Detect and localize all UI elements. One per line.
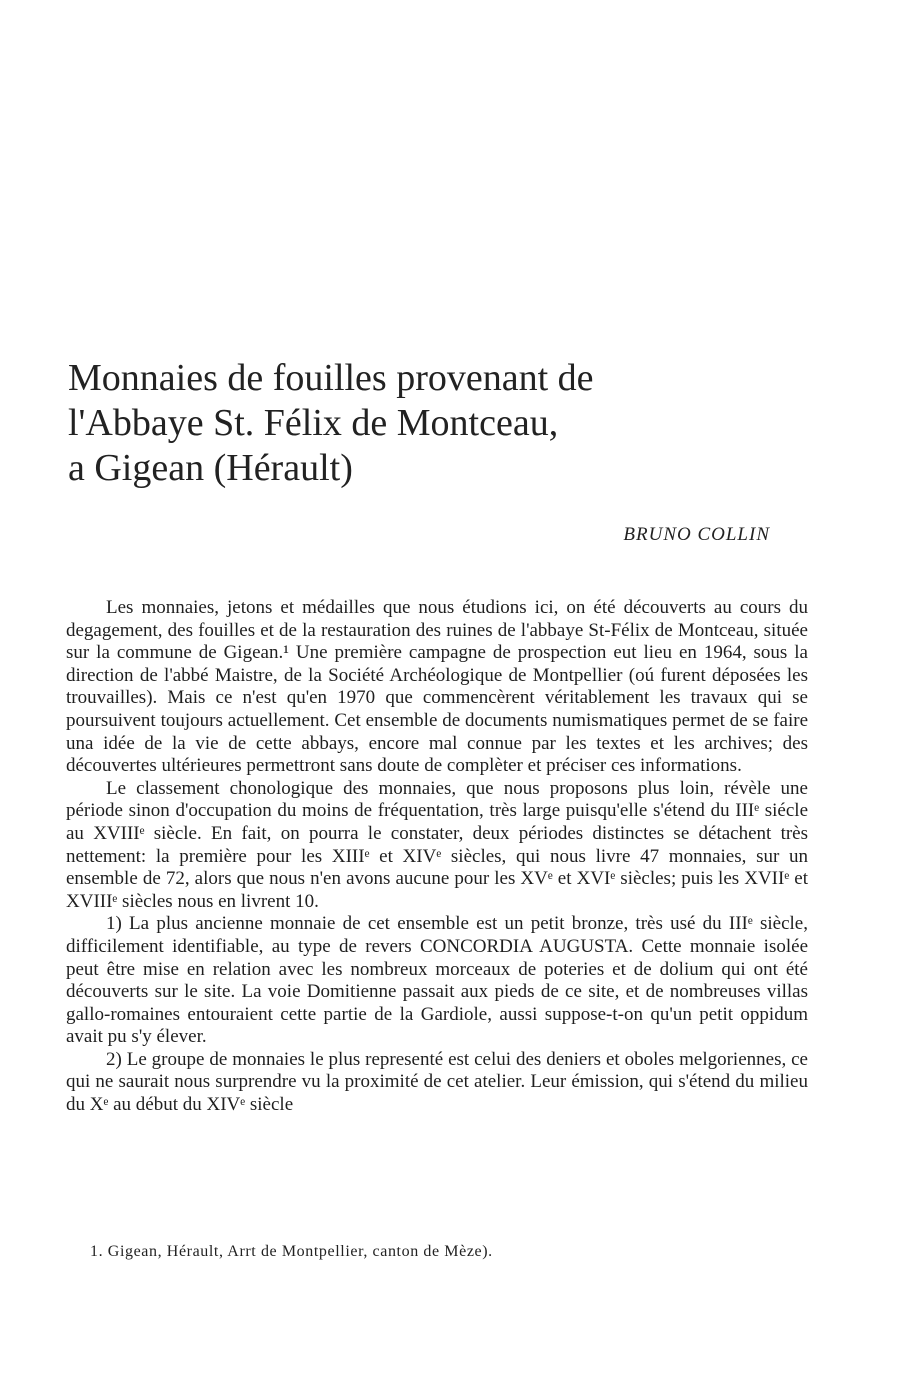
title-line: a Gigean (Hérault)	[68, 447, 353, 489]
title-line: Monnaies de fouilles provenant de	[68, 357, 594, 399]
article-body	[66, 597, 808, 1117]
paragraph: 1) La plus ancienne monnaie de cet ensemble est un petit bronze, très usé du IIIᵉ siècle, difficilement identifiable, au type de revers CONCORDIA AUGUSTA. Cette monnaie isolée peut être mise en relation avec les nombreux morceaux de poteries et de dolium qui ont été découverts sur le site. La voie Domitienne passait aux pieds de ce site, et de nombreuses villas gallo-romaines entouraient cette partie de la Gardiole, aussi suppose-t-on qu'un petit oppidum avait pu s'y élever.	[66, 913, 808, 1048]
paragraph: Le classement chonologique des monnaies, que nous proposons plus loin, révèle une période sinon d'occupation du moins de fréquentation, très large puisqu'elle s'étend du IIIᵉ siécle au XVIIIᵉ siècle. En fait, on pourra le constater, deux périodes distinctes se détachent très nettement: la première pour les XIIIᵉ et XIVᵉ siècles, qui nous livre 47 monnaies, sur un ensemble de 72, alors que nous n'en avons aucune pour les XVᵉ et XVIᵉ siècles; puis les XVIIᵉ et XVIIIᵉ siècles nous en livrent 10.	[66, 777, 808, 912]
title-line: l'Abbaye St. Félix de Montceau,	[68, 402, 559, 444]
author-name: BRUNO COLLIN	[623, 524, 770, 545]
footnote: 1. Gigean, Hérault, Arrt de Montpellier, canton de Mèze).	[90, 1243, 493, 1260]
paragraph: Les monnaies, jetons et médailles que nous étudions ici, on été découverts au cours du degagement, des fouilles et de la restauration des ruines de l'abbaye St-Félix de Montceau, située sur la commune de Gigean.¹ Une première campagne de prospection eut lieu en 1964, sous la direction de l'abbé Maistre, de la Société Archéologique de Montpellier (oú furent déposées les trouvailles). Mais ce n'est qu'en 1970 que commencèrent véritablement les travaux qui se poursuivent toujours actuellement. Cet ensemble de documents numismatiques permet de se faire una idée de la vie de cette abbays, encore mal connue par les textes et les archives; des découvertes ultérieures permettront sans doute de complèter et préciser ces informations.	[66, 597, 808, 777]
paragraph: 2) Le groupe de monnaies le plus representé est celui des deniers et oboles melgoriennes, ce qui ne saurait nous surprendre vu la proximité de cet atelier. Leur émission, qui s'étend du milieu du Xᵉ au début du XIVᵉ siècle	[66, 1048, 808, 1116]
article-title	[68, 356, 668, 491]
